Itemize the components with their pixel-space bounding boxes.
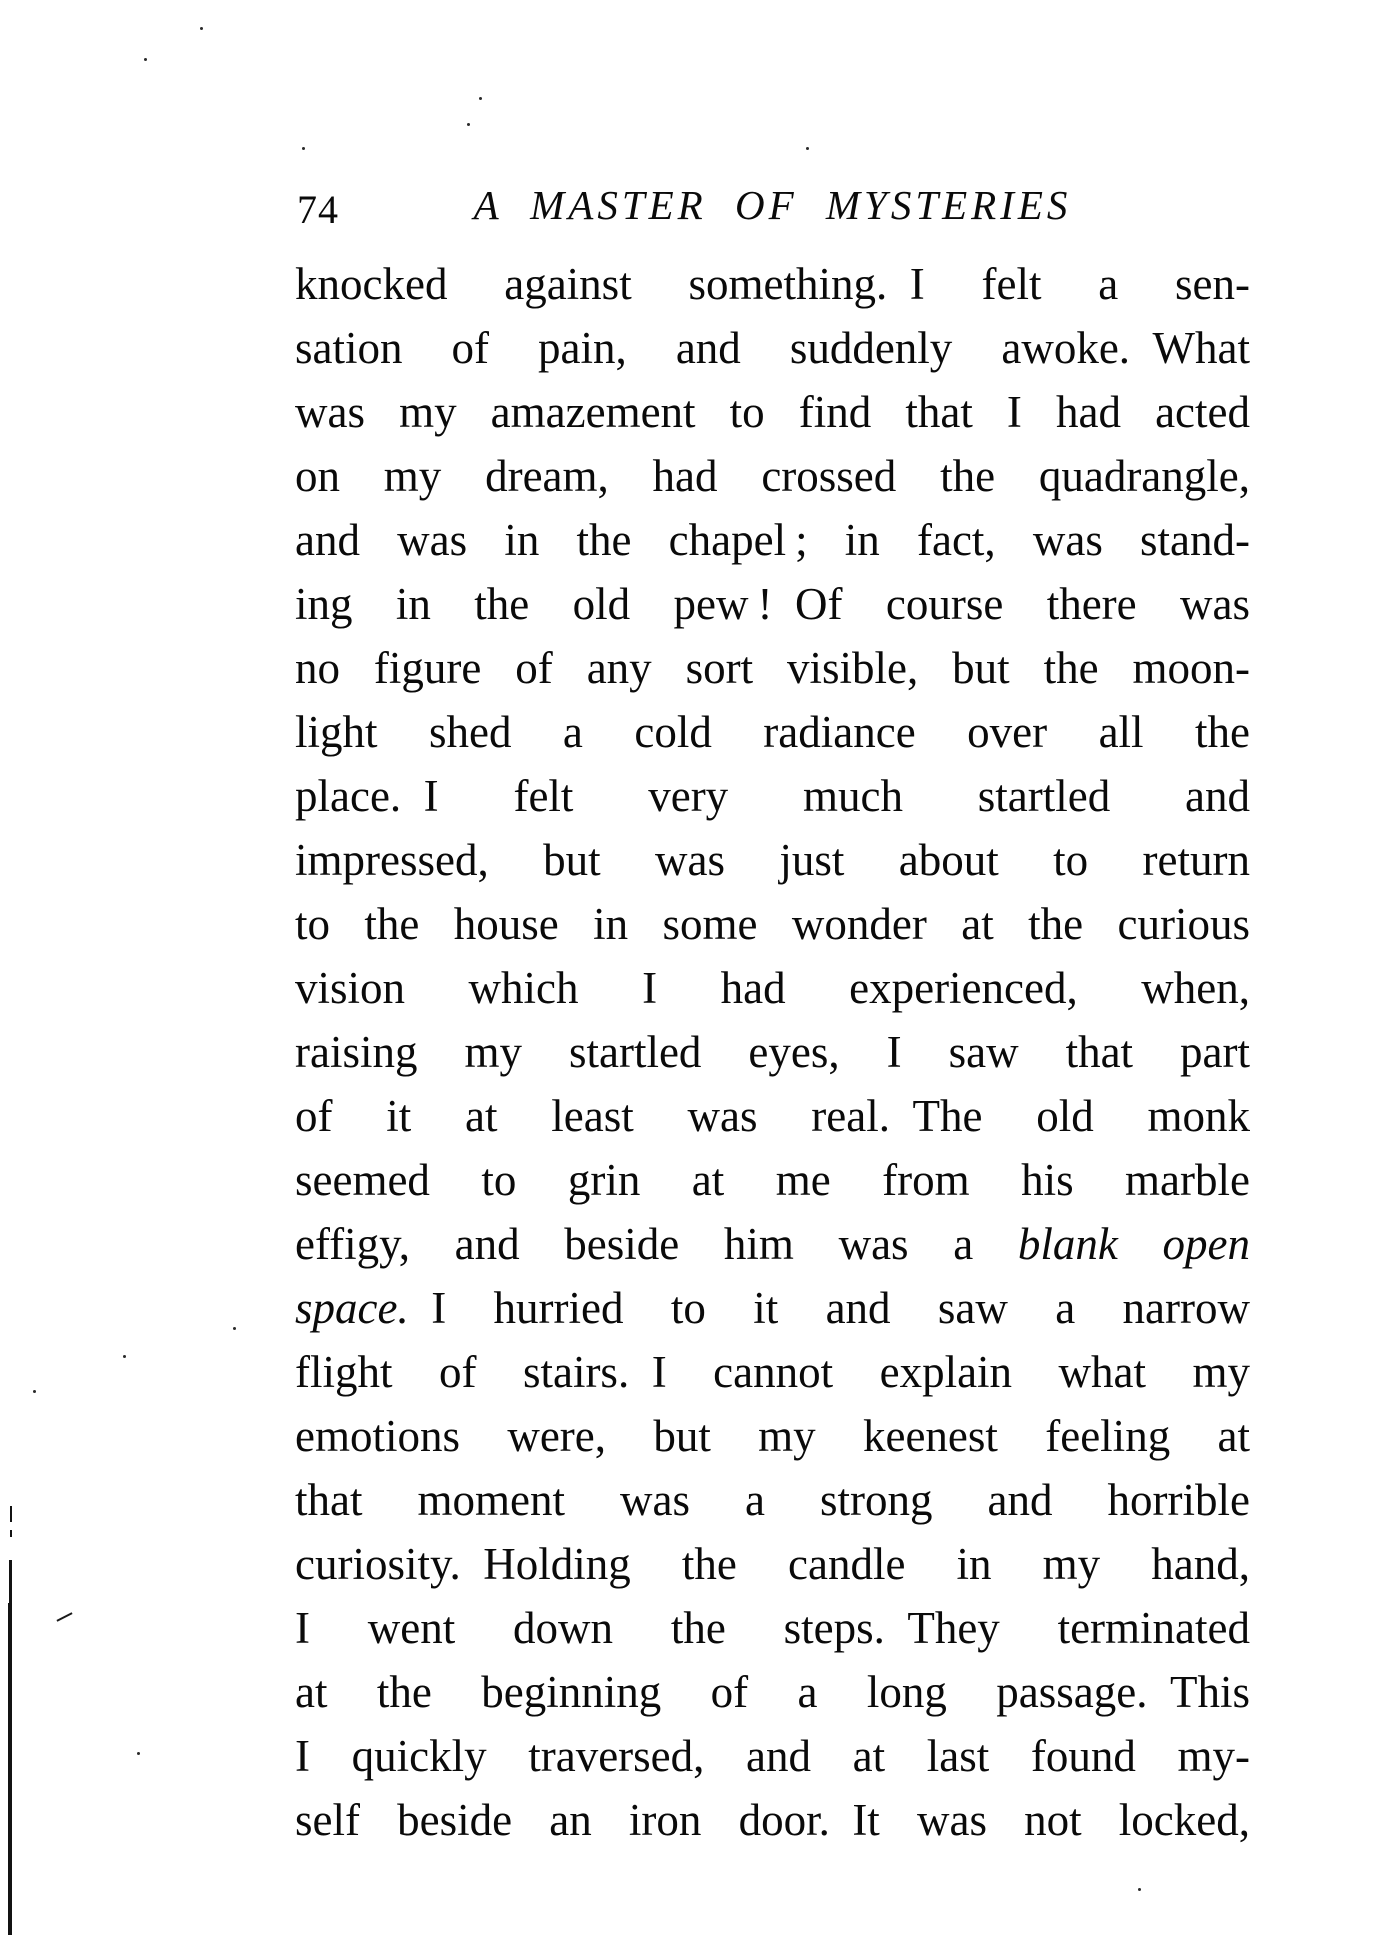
running-header-title: A MASTER OF MYSTERIES xyxy=(473,182,1072,228)
text-line xyxy=(295,1532,1250,1596)
text-line xyxy=(295,1276,1250,1340)
text-segment: I quickly traversed, and at last found my- xyxy=(295,1731,1250,1781)
scan-gutter-line xyxy=(10,1506,12,1522)
scan-speck xyxy=(33,1390,36,1393)
text-line xyxy=(295,1020,1250,1084)
italic-text-segment: space. xyxy=(295,1283,409,1333)
text-line xyxy=(295,636,1250,700)
text-line xyxy=(295,1596,1250,1660)
scan-speck xyxy=(123,1355,126,1358)
text-segment: I hurried to it and saw a narrow xyxy=(408,1283,1250,1333)
text-segment: to the house in some wonder at the curious xyxy=(295,899,1250,949)
page-number: 74 xyxy=(297,187,339,232)
text-line xyxy=(295,1660,1250,1724)
text-segment: impressed, but was just about to return xyxy=(295,835,1250,885)
italic-text-segment: blank open xyxy=(1017,1219,1250,1269)
scan-speck xyxy=(144,58,147,61)
scan-speck xyxy=(479,97,482,100)
text-segment: knocked against something. I felt a sen- xyxy=(295,259,1250,309)
text-line xyxy=(295,1212,1250,1276)
text-line xyxy=(295,444,1250,508)
text-line xyxy=(295,572,1250,636)
text-segment: was my amazement to find that I had acted xyxy=(295,387,1250,437)
text-segment: of it at least was real. The old monk xyxy=(295,1091,1250,1141)
scan-speck xyxy=(200,27,203,30)
scan-gutter-line xyxy=(8,1603,12,1935)
text-segment: seemed to grin at me from his marble xyxy=(295,1155,1250,1205)
scan-speck xyxy=(137,1752,140,1755)
scan-tick-mark xyxy=(56,1612,72,1621)
text-line xyxy=(295,1340,1250,1404)
text-line xyxy=(295,892,1250,956)
text-segment: place. I felt very much startled and xyxy=(295,771,1250,821)
text-line xyxy=(295,1404,1250,1468)
scan-speck xyxy=(1138,1888,1141,1891)
scan-speck xyxy=(467,123,470,126)
text-segment: effigy, and beside him was a xyxy=(295,1219,1018,1269)
text-segment: sation of pain, and suddenly awoke. What xyxy=(295,323,1250,373)
text-line xyxy=(295,1788,1250,1852)
text-segment: ing in the old pew ! Of course there was xyxy=(295,579,1250,629)
text-segment: light shed a cold radiance over all the xyxy=(295,707,1250,757)
text-line xyxy=(295,828,1250,892)
text-line xyxy=(295,316,1250,380)
text-line xyxy=(295,764,1250,828)
scan-speck xyxy=(806,147,809,150)
text-line xyxy=(295,1084,1250,1148)
text-segment: emotions were, but my keenest feeling at xyxy=(295,1411,1250,1461)
text-segment: no figure of any sort visible, but the moon- xyxy=(295,643,1250,693)
scan-gutter-line xyxy=(9,1560,12,1605)
text-line xyxy=(295,508,1250,572)
text-line xyxy=(295,252,1250,316)
text-segment: curiosity. Holding the candle in my hand, xyxy=(295,1539,1250,1589)
text-segment: raising my startled eyes, I saw that part xyxy=(295,1027,1250,1077)
scan-speck xyxy=(302,147,305,150)
text-segment: on my dream, had crossed the quadrangle, xyxy=(295,451,1250,501)
text-line xyxy=(295,700,1250,764)
text-segment: flight of stairs. I cannot explain what my xyxy=(295,1347,1250,1397)
scan-gutter-line xyxy=(10,1530,12,1537)
text-segment: I went down the steps. They terminated xyxy=(295,1603,1250,1653)
text-segment: that moment was a strong and horrible xyxy=(295,1475,1250,1525)
text-segment: and was in the chapel ; in fact, was stand- xyxy=(295,515,1250,565)
text-line xyxy=(295,956,1250,1020)
text-segment: at the beginning of a long passage. This xyxy=(295,1667,1250,1717)
text-segment: self beside an iron door. It was not locked, xyxy=(295,1795,1250,1845)
body-text xyxy=(295,252,1250,1852)
text-line xyxy=(295,1468,1250,1532)
text-line xyxy=(295,1148,1250,1212)
scan-speck xyxy=(233,1327,236,1330)
text-line xyxy=(295,1724,1250,1788)
text-segment: vision which I had experienced, when, xyxy=(295,963,1250,1013)
text-line xyxy=(295,380,1250,444)
